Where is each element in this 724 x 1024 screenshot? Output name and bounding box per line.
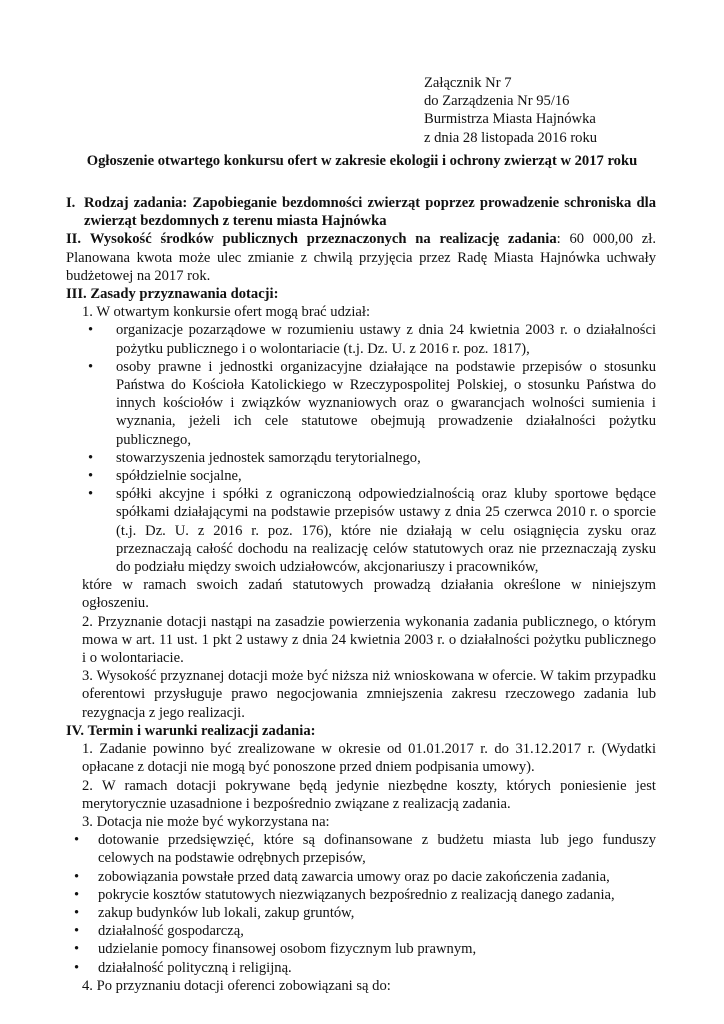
section-1 — [66, 194, 656, 230]
section-3-paragraph-2: 2. Przyznanie dotacji nastąpi na zasadzie powierzenia wykonania zadania publicznego, o którym mowa w art. 11 ust. 1 pkt 2 ustawy z dnia 24 kwietnia 2003 r. o działalności pożytku publicznego i o wolontariacie. — [82, 613, 656, 667]
section-2-number: II. — [66, 231, 82, 248]
bullet-icon: • — [74, 959, 80, 976]
list-item: • dotowanie przedsięwzięć, które są dofinansowane z budżetu miasta lub jego funduszy celowych na podstawie odrębnych przepisów, — [74, 832, 656, 867]
list-item: • spółki akcyjne i spółki z ograniczoną odpowiedzialnością oraz kluby sportowe będące spółkami działającymi na podstawie przepisów ustawy z dnia 25 czerwca 2010 r. o sporcie (t.j. Dz. U. z 2016 r. poz. 176), które nie działają w celu osiągnięcia zysku oraz przeznaczają całość dochodu na realizację celów statutowych oraz nie przeznaczają zysku do podziału między swoich udziałowców, akcjonariuszy i pracowników, — [88, 486, 656, 576]
section-3-paragraph-1-tail: które w ramach swoich zadań statutowych prowadzą działania określone w niniejszym ogłoszeniu. — [82, 577, 656, 612]
section-4-heading — [66, 722, 656, 740]
section-2-text: : 60 000,00 zł. Planowana kwota może ulec zmianie z chwilą przyjęcia przez Radę Miasta Hajnówka uchwały budżetowej na 2017 rok. — [66, 231, 656, 284]
annex-date: z dnia 28 listopada 2016 roku — [424, 129, 598, 146]
document-body — [66, 194, 656, 995]
list-item: • zobowiązania powstałe przed datą zawarcia umowy oraz po dacie zakończenia zadania, — [74, 868, 610, 885]
bullet-icon: • — [74, 886, 80, 903]
list-item: • działalność polityczną i religijną. — [74, 959, 292, 976]
bullet-icon: • — [74, 904, 80, 921]
section-2 — [66, 230, 656, 285]
section-3-bullet-list — [66, 321, 656, 576]
list-item: • osoby prawne i jednostki organizacyjne działające na podstawie przepisów o stosunku Państwa do Kościoła Katolickiego w Rzeczypospolitej Polskiej, o stosunku Państwa do innych kościołów i związków wyznaniowych oraz o gwarancjach wolności sumienia i wyznania, jeżeli ich cele statutowe obejmują prowadzenie działalności pożytku publicznego, — [88, 358, 656, 448]
list-item: • zakup budynków lub lokali, zakup gruntów, — [74, 904, 355, 921]
bullet-icon: • — [88, 322, 94, 339]
section-4-label: Termin i warunki realizacji zadania: — [87, 722, 316, 739]
section-4-paragraph-2: 2. W ramach dotacji pokrywane będą jedynie niezbędne koszty, których poniesienie jest merytorycznie uzasadnione i bezpośrednio związane z realizacją zadania. — [82, 777, 656, 812]
bullet-icon: • — [74, 941, 80, 958]
list-item: • organizacje pozarządowe w rozumieniu ustawy z dnia 24 kwietnia 2003 r. o działalności pożytku publicznego i o wolontariacie (t.j. Dz. U. z 2016 r. poz. 1817), — [88, 322, 656, 357]
bullet-icon: • — [88, 358, 94, 375]
annex-number: Załącznik Nr 7 — [424, 75, 512, 91]
section-2-label: Wysokość środków publicznych przeznaczonych na realizację zadania — [89, 231, 557, 248]
bullet-icon: • — [74, 923, 80, 940]
section-3-heading — [66, 285, 656, 303]
section-3-paragraph-1: 1. W otwartym konkursie ofert mogą brać udział: — [82, 304, 371, 321]
section-3-label: Zasady przyznawania dotacji: — [90, 286, 279, 303]
list-item: • działalność gospodarczą, — [74, 923, 244, 940]
bullet-icon: • — [74, 868, 80, 885]
annex-issuer: Burmistrza Miasta Hajnówka — [424, 111, 596, 128]
section-4-number: IV. — [66, 722, 84, 739]
bullet-icon: • — [74, 832, 80, 849]
bullet-icon: • — [88, 449, 94, 466]
bullet-icon: • — [88, 468, 94, 485]
document-title: Ogłoszenie otwartego konkursu ofert w zakresie ekologii i ochrony zwierząt w 2017 roku — [86, 153, 638, 169]
section-4-bullet-list — [66, 831, 656, 977]
section-4-paragraph-3: 3. Dotacja nie może być wykorzystana na: — [82, 813, 330, 830]
section-4-paragraph-4: 4. Po przyznaniu dotacji oferenci zobowiązani są do: — [82, 977, 391, 994]
section-1-text: Rodzaj zadania: Zapobieganie bezdomności zwierząt poprzez prowadzenie schroniska dla zwierząt bezdomnych z terenu miasta Hajnówka — [84, 195, 656, 230]
annex-header — [424, 74, 704, 147]
section-3-paragraph-3: 3. Wysokość przyznanej dotacji może być niższa niż wnioskowana w ofercie. W takim przypadku oferentowi przysługuje prawo negocjowania zmniejszenia zakresu rzeczowego zadania lub rezygnacja z jego realizacji. — [82, 668, 656, 721]
list-item: • udzielanie pomocy finansowej osobom fizycznym lub prawnym, — [74, 941, 477, 958]
bullet-icon: • — [88, 486, 94, 503]
section-1-number: I. — [66, 195, 76, 211]
annex-ordinance: do Zarządzenia Nr 95/16 — [424, 93, 570, 110]
section-3-number: III. — [66, 286, 87, 303]
list-item: • pokrycie kosztów statutowych niezwiązanych bezpośrednio z realizacją danego zadania, — [74, 886, 615, 903]
list-item: • spółdzielnie socjalne, — [88, 468, 242, 485]
section-4-paragraph-1: 1. Zadanie powinno być zrealizowane w okresie od 01.01.2017 r. do 31.12.2017 r. (Wydatki opłacane z dotacji nie mogą być ponoszone przed dniem podpisania umowy). — [82, 741, 656, 776]
list-item: • stowarzyszenia jednostek samorządu terytorialnego, — [88, 449, 421, 466]
